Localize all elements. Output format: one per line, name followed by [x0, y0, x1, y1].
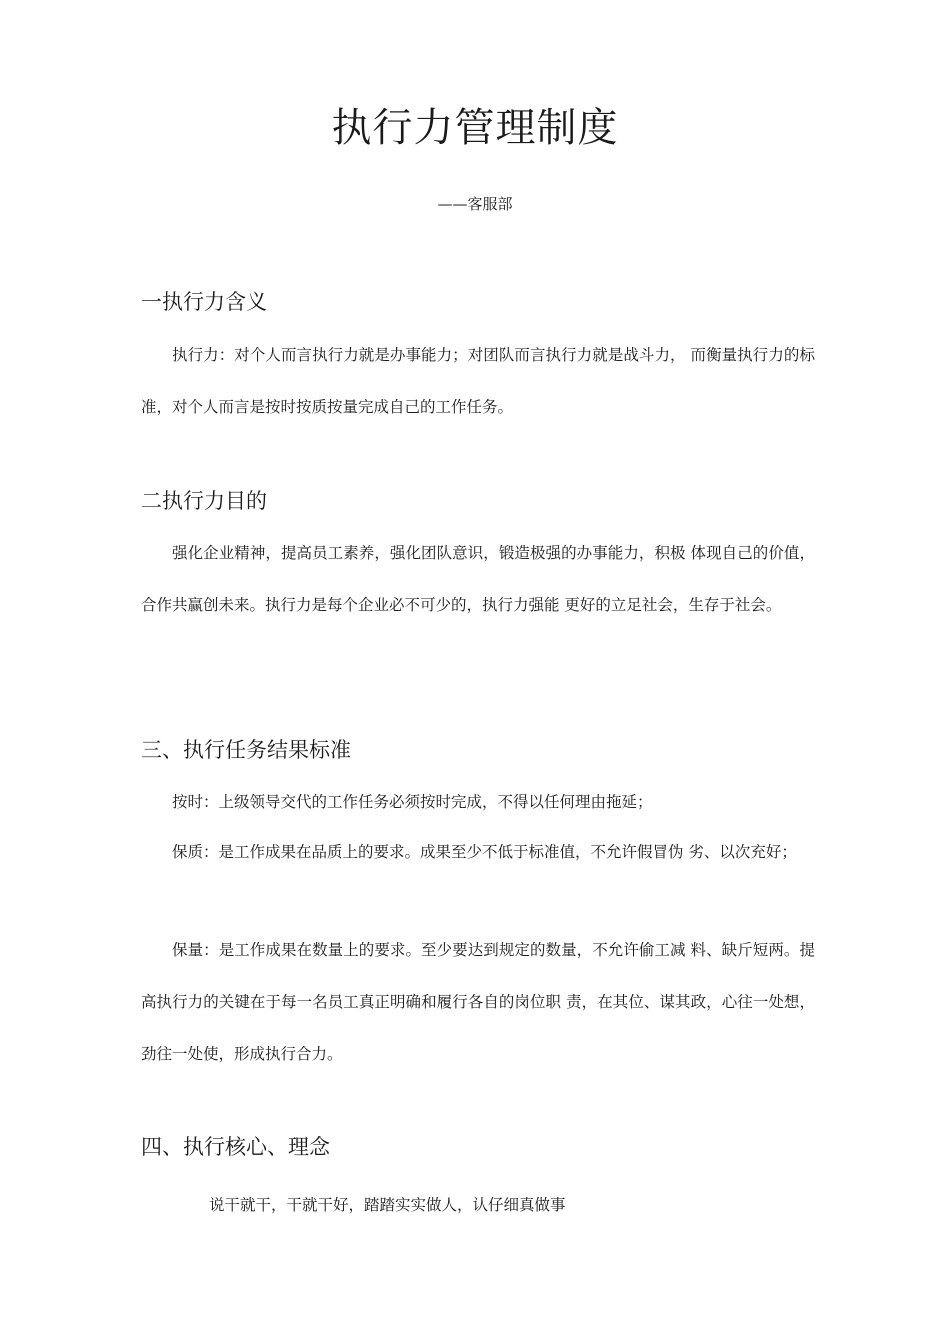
- section-3-paragraph-2: 保质：是工作成果在品质上的要求。成果至少不低于标准值，不允许假冒伪 劣、以次充好；: [172, 843, 797, 861]
- document-title: 执行力管理制度: [331, 105, 619, 151]
- section-4-paragraph-1: 说干就干，干就干好，踏踏实实做人，认仔细真做事: [209, 1196, 566, 1214]
- section-heading-2: 二执行力目的: [141, 489, 267, 513]
- section-2-paragraph-1: 强化企业精神，提高员工素养，强化团队意识，锻造极强的办事能力，积极 体现自己的价值，合作共赢创未来。执行力是每个企业必不可少的，执行力强能 更好的立足社会，生存于社会。: [141, 544, 815, 614]
- section-heading-3: 三、执行任务结果标准: [141, 738, 351, 762]
- document-subtitle: ——客服部: [437, 195, 513, 213]
- section-3-paragraph-3: 保量：是工作成果在数量上的要求。至少要达到规定的数量，不允许偷工减 料、缺斤短两。提高执行力的关键在于每一名员工真正明确和履行各自的岗位职 责，在其位、谋其政，心往一处想，劲往一处使，形成执行合力。: [141, 941, 815, 1063]
- section-3-paragraph-1: 按时：上级领导交代的工作任务必须按时完成，不得以任何理由拖延；: [172, 793, 653, 811]
- section-heading-4: 四、执行核心、理念: [141, 1135, 330, 1159]
- section-heading-1: 一执行力含义: [141, 290, 267, 314]
- section-1-paragraph-1: 执行力：对个人而言执行力就是办事能力；对团队而言执行力就是战斗力， 而衡量执行力的标准，对个人而言是按时按质按量完成自己的工作任务。: [141, 346, 815, 416]
